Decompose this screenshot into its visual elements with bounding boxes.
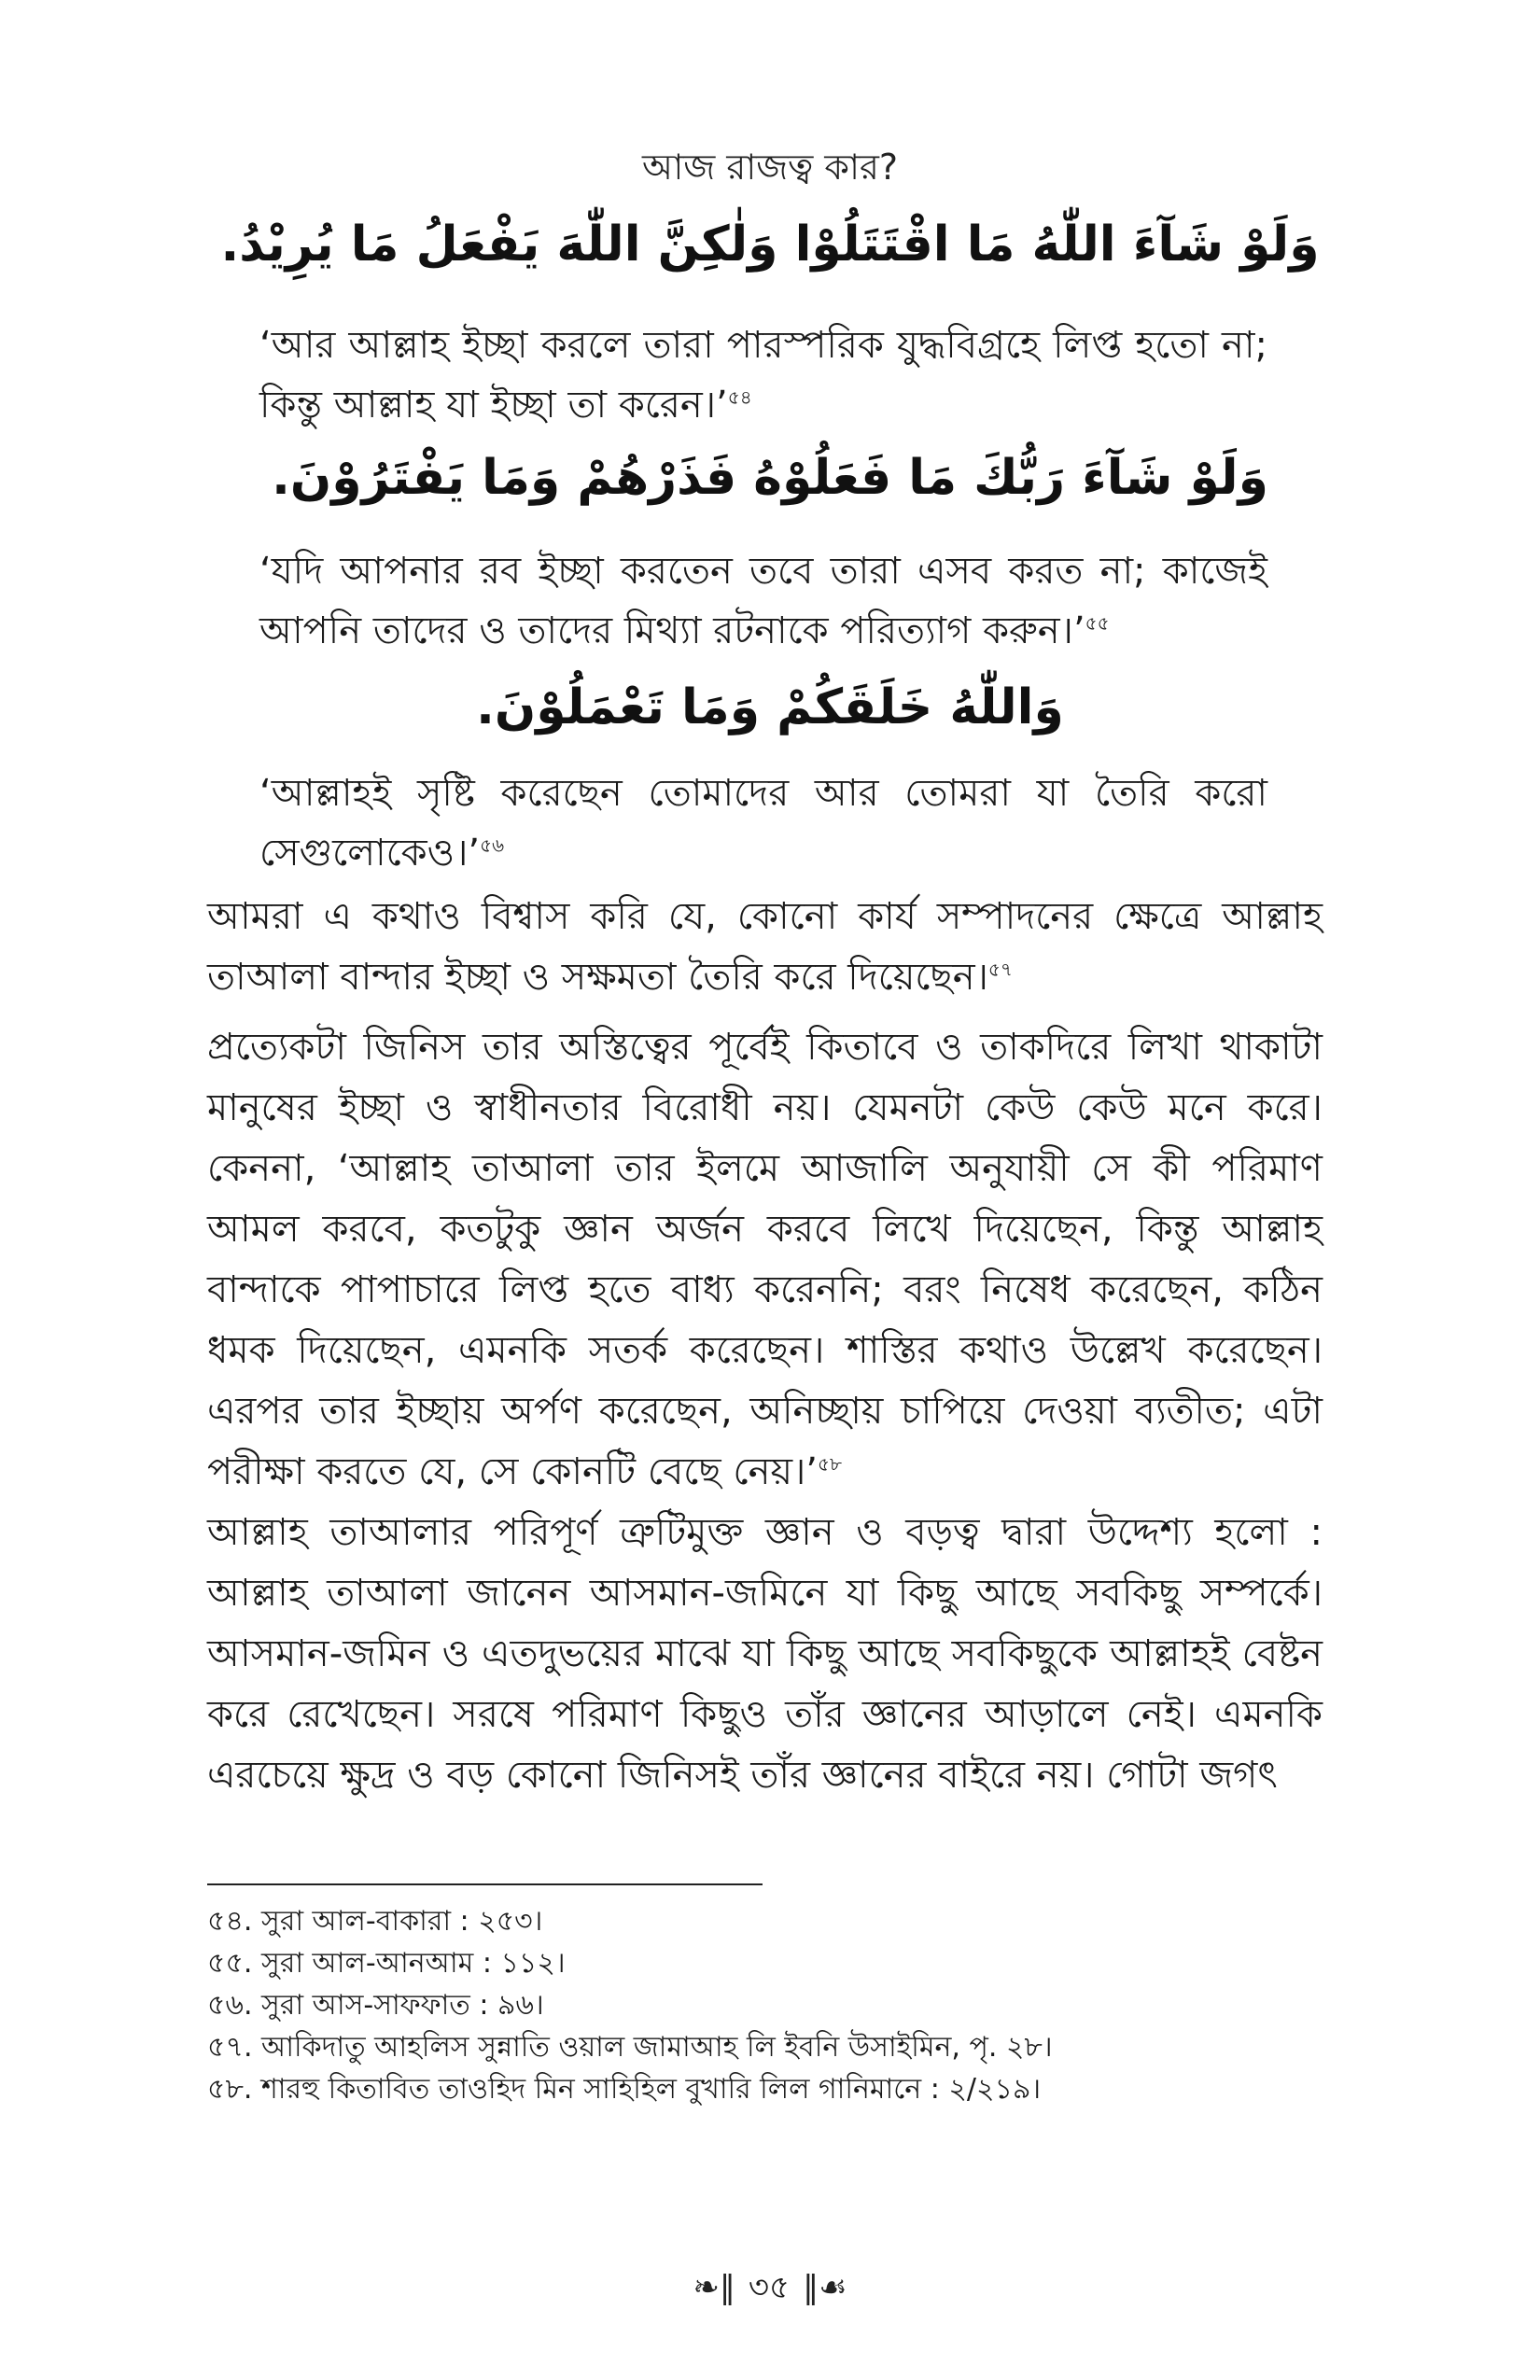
quote-translation-2 (259, 541, 1267, 661)
paragraph-2 (207, 1017, 1323, 1503)
footnote-divider (207, 1883, 763, 1885)
quote-translation-1 (259, 315, 1267, 435)
paragraph-text: প্রত্যেকটা জিনিস তার অস্তিত্বের পূর্বেই কিতাবে ও তাকদিরে লিখা থাকাটা মানুষের ইচ্ছা ও স্বাধীনতার বিরোধী নয়। যেমনটা কেউ কেউ মনে করে। কেননা, ‘আল্লাহ তাআলা তার ইলমে আজালি অনুযায়ী সে কী পরিমাণ আমল করবে, কতটুকু জ্ঞান অর্জন করবে লিখে দিয়েছেন, কিন্তু আল্লাহ বান্দাকে পাপাচারে লিপ্ত হতে বাধ্য করেননি; বরং নিষেধ করেছেন, কঠিন ধমক দিয়েছেন, এমনকি সতর্ক করেছেন। শাস্তির কথাও উল্লেখ করেছেন। এরপর তার ইচ্ছায় অর্পণ করেছেন, অনিচ্ছায় চাপিয়ে দেওয়া ব্যতীত; এটা পরীক্ষা করতে যে, সে কোনটি বেছে নেয়।’ (207, 1026, 1323, 1493)
arabic-verse-1: وَلَوْ شَآءَ اللّٰهُ مَا اقْتَتَلُوْا وَلٰكِنَّ اللّٰهَ يَفْعَلُ مَا يُرِيْدُ. (220, 217, 1320, 273)
footnote-56: ৫৬. সুরা আস-সাফফাত : ৯৬। (207, 1989, 544, 2022)
page-number: ৩৫ (748, 2269, 791, 2306)
running-title: আজ রাজত্ব কার? (641, 147, 899, 188)
footnote-ref: ৫৫ (1085, 611, 1110, 635)
paragraph-text: আমরা এ কথাও বিশ্বাস করি যে, কোনো কার্য সম্পাদনের ক্ষেত্রে আল্লাহ তাআলা বান্দার ইচ্ছা ও সক্ষমতা তৈরি করে দিয়েছেন। (207, 895, 1323, 999)
quote-text: ‘আল্লাহই সৃষ্টি করেছেন তোমাদের আর তোমরা যা তৈরি করো সেগুলোকেও।’ (259, 772, 1267, 875)
footnote-58: ৫৮. শারহু কিতাবিত তাওহিদ মিন সাহিহিল বুখারি লিল গানিমানে : ২/২১৯। (207, 2073, 1042, 2106)
page-number-block (0, 2263, 1540, 2317)
paragraph-3 (207, 1503, 1323, 1806)
footnote-ref: ৫৬ (480, 833, 505, 857)
quote-text: ‘আর আল্লাহ ইচ্ছা করলে তারা পারস্পরিক যুদ্ধবিগ্রহে লিপ্ত হতো না; কিন্তু আল্লাহ যা ইচ্ছা তা করেন।’ (259, 324, 1267, 427)
footnote-ref: ৫৮ (818, 1452, 842, 1476)
arabic-verse-2: وَلَوْ شَآءَ رَبُّكَ مَا فَعَلُوْهُ فَذَرْهُمْ وَمَا يَفْتَرُوْنَ. (272, 450, 1268, 506)
paragraph-1 (207, 887, 1323, 1008)
ornament-left-icon: ❧‖ (693, 2269, 735, 2306)
footnote-ref: ৫৪ (727, 385, 752, 409)
footnote-ref: ৫৭ (987, 958, 1013, 981)
footnote-54: ৫৪. সুরা আল-বাকারা : ২৫৩। (207, 1905, 543, 1938)
footnotes (207, 1900, 1323, 2110)
footnote-57: ৫৭. আকিদাতু আহলিস সুন্নাতি ওয়াল জামাআহ লি ইবনি উসাইমিন, পৃ. ২৮। (207, 2031, 1053, 2064)
arabic-verse-3: وَاللّٰهُ خَلَقَكُمْ وَمَا تَعْمَلُوْنَ. (476, 679, 1064, 735)
quote-translation-3 (259, 763, 1267, 883)
ornament-right-icon: ‖☙ (803, 2269, 847, 2306)
quote-text: ‘যদি আপনার রব ইচ্ছা করতেন তবে তারা এসব করত না; কাজেই আপনি তাদের ও তাদের মিথ্যা রটনাকে পরিত্যাগ করুন।’ (259, 550, 1267, 652)
footnote-55: ৫৫. সুরা আল-আনআম : ১১২। (207, 1947, 566, 1980)
paragraph-text: আল্লাহ তাআলার পরিপূর্ণ ত্রুটিমুক্ত জ্ঞান ও বড়ত্ব দ্বারা উদ্দেশ্য হলো : আল্লাহ তাআলা জানেন আসমান-জমিনে যা কিছু আছে সবকিছু সম্পর্কে। আসমান-জমিন ও এতদুভয়ের মাঝে যা কিছু আছে সবকিছুকে আল্লাহই বেষ্টন করে রেখেছেন। সরষে পরিমাণ কিছুও তাঁর জ্ঞানের আড়ালে নেই। এমনকি এরচেয়ে ক্ষুদ্র ও বড় কোনো জিনিসই তাঁর জ্ঞানের বাইরে নয়। গোটা জগৎ (207, 1511, 1323, 1797)
